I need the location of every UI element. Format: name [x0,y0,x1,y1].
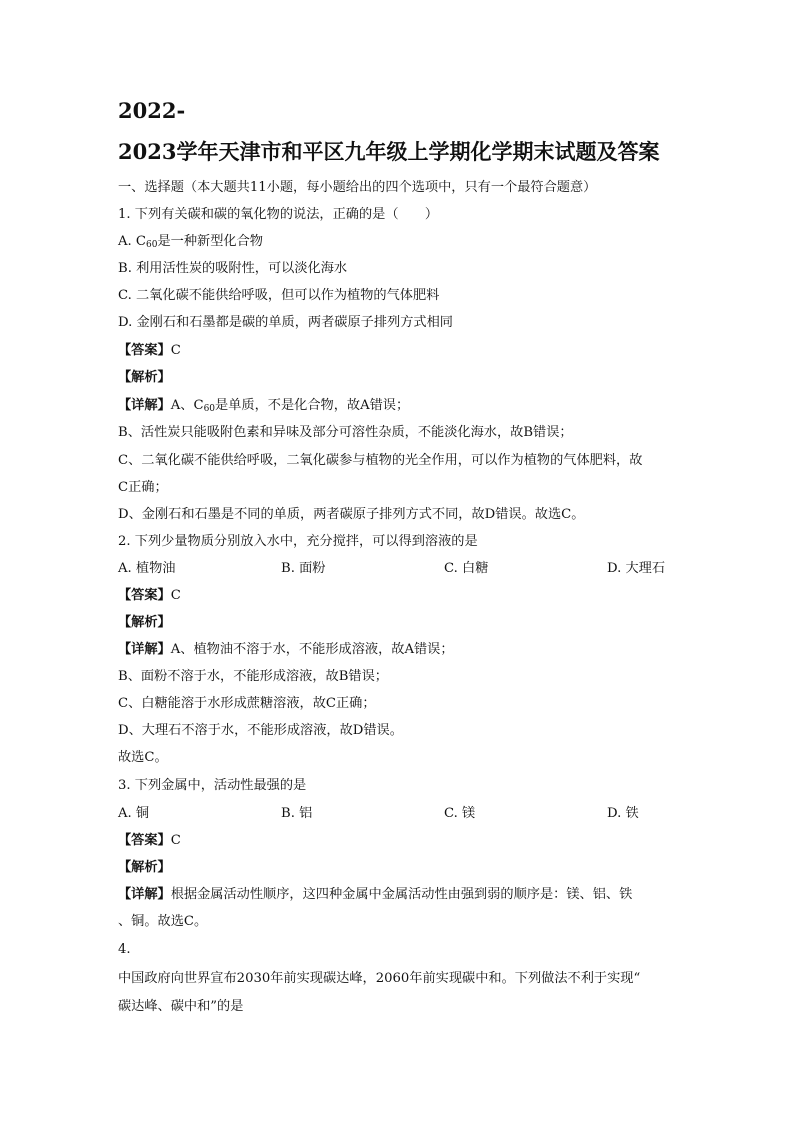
q1-detail-a [118,396,409,416]
q2-answer [118,586,181,606]
q2-option-a: A. 植物油 [118,561,176,576]
doc-title-line1: 2022- [118,98,186,123]
q1-option-a-sub: 60 [146,240,158,250]
q1-option-c: C. 二氧化碳不能供给呼吸，但可以作为植物的气体肥料 [118,288,440,303]
q4-number: 4. [118,942,131,957]
q4-stem-line2: 碳达峰、碳中和”的是 [118,999,244,1014]
q3-analysis-tag: 【解析】 [118,860,171,875]
q2-option-b: B. 面粉 [281,561,326,576]
q1-detail-d: D、金刚石和石墨是不同的单质，两者碳原子排列方式不同，故D错误。故选C。 [118,507,585,522]
q3-stem: 3. 下列金属中，活动性最强的是 [118,778,307,793]
q2-option-c: C. 白糖 [444,561,489,576]
q2-stem: 2. 下列少量物质分别放入水中，充分搅拌，可以得到溶液的是 [118,534,478,549]
q2-conclusion: 故选C。 [118,750,168,765]
section-heading: 一、选择题（本大题共11小题，每小题给出的四个选项中，只有一个最符合题意） [118,180,597,195]
q1-answer-tag: 【答案】 [118,343,171,358]
q3-option-c: C. 镁 [444,806,476,821]
q2-detail-d: D、大理石不溶于水，不能形成溶液，故D错误。 [118,723,403,738]
q1-answer-value: C [170,343,181,358]
q1-detail-b: B、活性炭只能吸附色素和异味及部分可溶性杂质，不能淡化海水，故B错误； [118,425,573,440]
q1-analysis-tag: 【解析】 [118,370,171,385]
q3-detail-line2: 、铜。故选C。 [118,914,208,929]
q3-option-b: B. 铝 [281,806,313,821]
q3-answer-tag: 【答案】 [118,833,171,848]
q2-detail-b: B、面粉不溶于水，不能形成溶液，故B错误； [118,669,388,684]
q1-stem: 1. 下列有关碳和碳的氧化物的说法，正确的是（ ） [118,207,439,222]
q2-analysis-tag: 【解析】 [118,615,171,630]
q2-detail-a [118,640,454,660]
q2-answer-value: C [170,588,181,603]
q2-option-d: D. 大理石 [607,561,666,576]
q1-answer [118,341,181,361]
q1-detail-tag: 【详解】 [118,398,171,413]
q1-detail-a-sub: 60 [203,404,216,414]
q2-detail-tag: 【详解】 [118,642,171,657]
q2-answer-tag: 【答案】 [118,588,171,603]
q1-detail-a-prefix: A、C [170,398,204,413]
doc-title-line2: 2023学年天津市和平区九年级上学期化学期末试题及答案 [118,139,660,164]
q3-option-a: A. 铜 [118,806,150,821]
q1-detail-c-line1: C、二氧化碳不能供给呼吸，二氧化碳参与植物的光全作用，可以作为植物的气体肥料，故 [118,453,643,468]
q2-detail-c: C、白糖能溶于水形成蔗糖溶液，故C正确； [118,696,376,711]
q1-option-b: B. 利用活性炭的吸附性，可以淡化海水 [118,261,348,276]
q3-option-d: D. 铁 [607,806,639,821]
q1-option-a-suffix: 是一种新型化合物 [157,234,263,249]
q1-option-a [118,232,263,252]
q3-answer-value: C [170,833,181,848]
q2-detail-a-text: A、植物油不溶于水，不能形成溶液，故A错误； [170,642,454,657]
q1-option-a-prefix: A. C [118,234,146,249]
q3-detail-text: 根据金属活动性顺序，这四种金属中金属活动性由强到弱的顺序是：镁、铝、铁 [170,887,633,902]
q3-answer [118,831,181,851]
q1-detail-c-line2: C正确； [118,480,168,495]
q1-detail-a-suffix: 是单质，不是化合物，故A错误； [215,398,410,413]
q4-stem-line1: 中国政府向世界宣布2030年前实现碳达峰，2060年前实现碳中和。下列做法不利于实现“ [118,971,641,986]
q3-detail-line1 [118,885,632,905]
q1-option-d: D. 金刚石和石墨都是碳的单质，两者碳原子排列方式相同 [118,315,453,330]
q3-detail-tag: 【详解】 [118,887,171,902]
